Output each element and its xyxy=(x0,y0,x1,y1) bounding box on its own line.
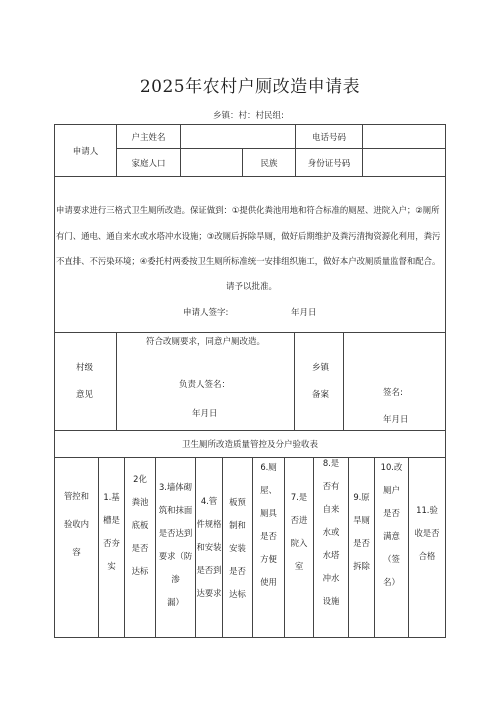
householder-name-label: 户主姓名 xyxy=(131,132,166,143)
inspection-item-11: 11.验 收是否 合格 xyxy=(414,505,440,561)
request-statement xyxy=(56,198,446,275)
phone-field[interactable] xyxy=(363,125,445,148)
request-closing: 请予以批准。 xyxy=(226,282,278,292)
village-label: 村级 xyxy=(76,363,94,373)
village-date-label: 年月日 xyxy=(192,409,218,419)
id-number-field[interactable] xyxy=(363,149,445,176)
phone-label: 电话号码 xyxy=(311,132,346,143)
request-line: 不直排、不污染环境；④委托村两委按卫生厕所标准统一安排组织施工，做好本户改厕质量监督和配合。 xyxy=(56,256,441,266)
id-number-label: 身份证号码 xyxy=(307,158,351,169)
householder-name-field[interactable] xyxy=(181,125,295,148)
applicant-date-label: 年月日 xyxy=(291,308,317,318)
inspection-header: 卫生厕所改造质量管控及分户验收表 xyxy=(181,440,318,450)
inspection-item-3: 3.墙体砌 筑和抹面 是否达到 要求（防 渗 漏） xyxy=(158,482,193,607)
request-line: 有门、通电、通自来水或水塔冲水设施；③改厕后拆除旱厕，做好后期维护及粪污清掏资源化利用，粪污 xyxy=(56,230,441,241)
inspection-item-4: 4.管 件规格 和安装 是否到 达要求 xyxy=(196,496,222,598)
form-title: 2025年农村户厕改造申请表 xyxy=(139,77,361,97)
village-label: 意见 xyxy=(76,390,94,400)
ethnicity-label: 民族 xyxy=(260,158,278,169)
village-signer-label: 负责人签名： xyxy=(179,380,231,390)
inspection-item-6: 6.厕 屋、 厕具 是否 方便 使用 xyxy=(260,462,277,587)
township-date-label: 年月日 xyxy=(383,415,409,425)
location-line: 乡镇：村：村民组: xyxy=(213,111,284,121)
request-line: 申请要求进行三格式卫生厕所改造。保证做到：①提供化粪池用地和符合标准的厕屋、进院入户；②厕所 xyxy=(56,205,440,215)
inspection-item-2: 2化 粪池 底板 是否 达标 xyxy=(131,474,149,576)
applicant-signature-label: 申请人签字: xyxy=(183,308,229,318)
family-size-field[interactable] xyxy=(181,149,242,176)
inspection-item-5: 板预 制和 安装 是否 达标 xyxy=(229,497,246,599)
inspection-item-10: 10.改 厕户 是否 满意 （签 名） xyxy=(380,462,403,587)
village-opinion-text: 符合改厕要求，同意户厕改造。 xyxy=(146,337,266,347)
applicant-section-label: 申请人 xyxy=(72,146,99,157)
inspection-row-label: 管控和 验收内 容 xyxy=(63,491,90,557)
family-size-label: 家庭人口 xyxy=(131,158,166,169)
township-sign-label: 签名: xyxy=(383,388,403,398)
inspection-item-8: 8.是 否有 自来 水或 水塔 冲水 设施 xyxy=(322,458,340,606)
inspection-item-1: 1.基 槽是 否夯 实 xyxy=(103,492,120,571)
township-label: 备案 xyxy=(312,390,330,400)
inspection-item-9: 9.原 旱厕 是否 拆除 xyxy=(353,492,370,571)
inspection-item-7: 7.是 否进 院入 室 xyxy=(290,492,308,571)
township-label: 乡镇 xyxy=(312,363,330,373)
